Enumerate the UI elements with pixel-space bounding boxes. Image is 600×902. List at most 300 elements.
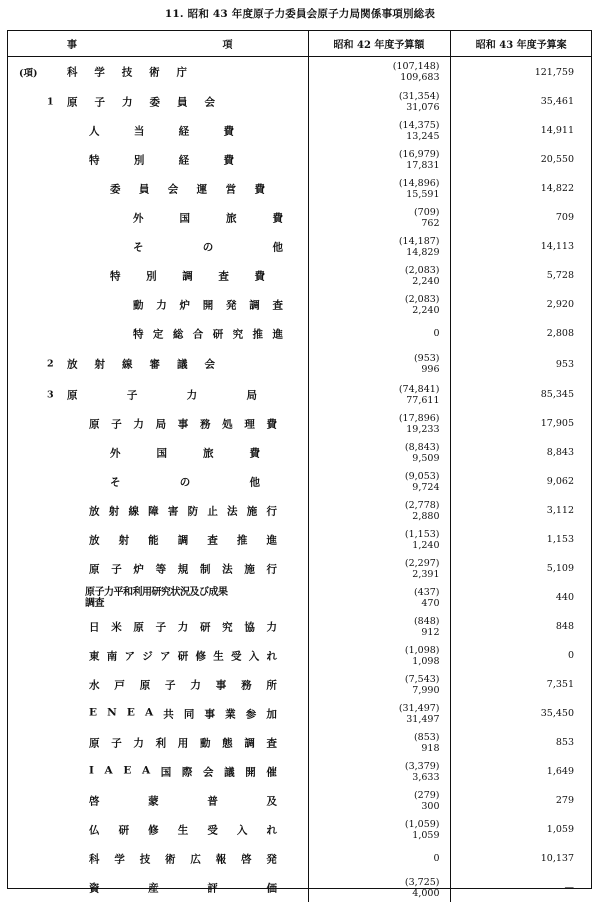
table-row: [7, 290, 592, 319]
label-char: 線: [128, 505, 139, 517]
label-char: 動: [199, 737, 211, 749]
row-curr-amount: 14,911: [450, 116, 592, 145]
label-char: A: [104, 764, 113, 776]
label-char: 原: [67, 389, 78, 401]
row-prev-original: (14,375): [398, 119, 440, 131]
header-prev-year: 昭和 42 年度予算額: [308, 30, 450, 57]
label-char: 国: [156, 447, 167, 459]
row-item: [7, 670, 308, 699]
label-char: そ: [133, 241, 144, 253]
label-char: 国: [160, 766, 172, 778]
row-prev-year: [308, 290, 450, 319]
label-char: 調: [244, 737, 255, 749]
row-index: (項): [19, 68, 38, 79]
table-row: [7, 728, 592, 757]
row-prev-original: (1,098): [404, 644, 440, 656]
table-row: [7, 699, 592, 728]
label-char: 原: [89, 418, 100, 430]
row-prev-year: [308, 496, 450, 525]
label-char: 仏: [89, 824, 100, 836]
row-prev-original: (1,153): [404, 528, 440, 540]
label-char: 原: [139, 679, 151, 691]
row-curr-amount: 17,905: [450, 409, 592, 438]
row-label: [133, 326, 283, 341]
label-char: 制: [199, 563, 211, 575]
page-title: 11. 昭和 43 年度原子力委員会原子力局関係事項別総表: [164, 8, 436, 20]
row-prev-amount: 31,497: [406, 713, 440, 725]
label-char: 議: [224, 766, 235, 778]
label-char: 査: [207, 534, 218, 546]
row-prev-original: (107,148): [392, 61, 440, 72]
label-char: 査: [266, 737, 277, 749]
row-curr-amount: 3,112: [450, 496, 592, 525]
label-char: 事: [215, 679, 227, 691]
row-prev-original: (2,778): [404, 499, 440, 511]
row-prev-amount: 912: [421, 626, 440, 638]
table-row: [7, 612, 592, 641]
header-item: [7, 30, 308, 57]
row-curr-amount: 1,153: [450, 525, 592, 554]
label-char: 委: [149, 96, 160, 108]
row-prev-original: (953): [413, 353, 440, 364]
label-char: 力: [133, 737, 144, 749]
row-prev-year: [308, 641, 450, 670]
row-prev-original: (8,843): [404, 441, 440, 453]
label-char: 務: [199, 418, 211, 430]
label-char: 加: [266, 708, 277, 720]
label-char: 行: [266, 505, 277, 517]
label-char: 究: [222, 621, 233, 633]
label-char: 定: [152, 328, 164, 340]
label-char: 放: [67, 358, 78, 371]
row-item: [7, 290, 308, 319]
row-curr-amount: 14,822: [450, 174, 592, 203]
row-label: [133, 239, 283, 254]
row-label: [89, 532, 277, 547]
row-item: [7, 815, 308, 844]
row-prev-original: (14,187): [398, 235, 440, 247]
row-item: [7, 583, 308, 612]
label-char: 開: [202, 299, 214, 311]
row-prev-amount: 300: [421, 800, 440, 812]
row-label: [133, 210, 283, 225]
label-char: 態: [222, 737, 233, 749]
label-char: 費: [254, 270, 265, 282]
label-char: 害: [167, 505, 179, 517]
row-prev-year: [308, 57, 450, 88]
row-item: [7, 174, 308, 203]
table-row: [7, 757, 592, 786]
row-prev-amount: 77,611: [406, 394, 440, 406]
label-char: 生: [177, 824, 189, 836]
row-prev-amount: 13,245: [406, 130, 440, 142]
row-label: [89, 619, 277, 634]
row-prev-amount: 9,724: [412, 481, 440, 493]
row-prev-year: [308, 116, 450, 145]
label-char: 調: [177, 534, 189, 546]
row-prev-original: (2,083): [404, 293, 440, 305]
label-char: 研: [177, 650, 189, 662]
label-char: 力: [190, 679, 201, 691]
label-char: の: [179, 476, 191, 488]
row-label: [89, 822, 277, 837]
label-char: N: [107, 706, 117, 718]
row-prev-year: [308, 174, 450, 203]
label-char: 法: [222, 563, 233, 575]
table-row: [7, 319, 592, 348]
label-char: E: [89, 706, 98, 718]
row-curr-amount: 1,059: [450, 815, 592, 844]
label-char: 原: [89, 737, 100, 749]
row-label: [89, 561, 277, 576]
row-prev-amount: 2,391: [412, 568, 440, 580]
label-char: 修: [195, 650, 206, 662]
row-prev-original: (2,297): [404, 557, 440, 569]
row-prev-year: [308, 815, 450, 844]
label-char: 修: [148, 824, 159, 836]
label-char: 費: [223, 125, 234, 137]
header-curr-year: 昭和 43 年度予算案: [450, 30, 592, 57]
row-item: [7, 786, 308, 815]
label-char: 子: [94, 96, 105, 108]
row-prev-amount: 109,683: [400, 72, 440, 83]
row-label: [89, 735, 277, 750]
label-char: 施: [244, 563, 255, 575]
row-item: [7, 203, 308, 232]
row-prev-year: [308, 319, 450, 348]
row-label: [67, 94, 215, 109]
label-char: ジ: [142, 650, 153, 662]
row-curr-amount: 121,759: [450, 57, 592, 88]
label-char: 別: [133, 154, 145, 166]
label-char: 普: [207, 795, 218, 807]
label-char: 同: [183, 708, 195, 720]
row-prev-year: [308, 525, 450, 554]
table-row: [7, 348, 592, 380]
label-char: 会: [167, 183, 179, 195]
label-char: 際: [181, 766, 193, 778]
row-item: [7, 496, 308, 525]
row-label: [133, 297, 283, 312]
table-row: [7, 380, 592, 409]
label-char: 推: [236, 534, 248, 546]
label-char: 戸: [114, 679, 125, 691]
label-char: 水: [89, 679, 100, 691]
label-char: 米: [111, 621, 122, 633]
row-prev-original: (7,543): [404, 673, 440, 685]
row-label: 原子力平和利用研究状況及び成果調査: [85, 586, 228, 609]
table-row: [7, 174, 592, 203]
label-char: 推: [252, 328, 264, 340]
label-char: 査: [218, 270, 229, 282]
row-item: [7, 844, 308, 873]
row-label: [89, 793, 277, 808]
row-prev-amount: 996: [421, 364, 440, 375]
row-prev-original: (437): [413, 586, 440, 598]
label-char: 法: [227, 505, 238, 517]
label-char: 広: [190, 853, 201, 865]
label-char: 催: [266, 766, 277, 778]
row-prev-original: (74,841): [398, 383, 440, 395]
label-char: 会: [204, 96, 215, 108]
header-item-right: 項: [222, 39, 233, 51]
row-curr-amount: 85,345: [450, 380, 592, 409]
label-char: 進: [272, 328, 283, 340]
label-char: 員: [177, 96, 188, 108]
label-char: 費: [223, 154, 234, 166]
label-char: 価: [266, 882, 277, 894]
row-item: [7, 348, 308, 380]
label-char: 用: [177, 737, 189, 749]
row-item: [7, 728, 308, 757]
row-prev-amount: 918: [421, 742, 440, 754]
table-row: [7, 525, 592, 554]
row-prev-year: [308, 699, 450, 728]
label-char: 他: [272, 241, 283, 253]
row-item: [7, 467, 308, 496]
table-row: [7, 815, 592, 844]
row-prev-amount: 31,076: [406, 101, 440, 113]
label-char: 理: [244, 418, 255, 430]
label-char: 生: [213, 650, 224, 662]
label-char: 及: [266, 795, 277, 807]
label-char: 子: [111, 737, 122, 749]
label-char: 究: [232, 328, 244, 340]
label-char: 力: [122, 96, 133, 108]
label-char: 旅: [203, 447, 214, 459]
label-char: 日: [89, 621, 100, 633]
row-prev-year: [308, 873, 450, 902]
row-label: [110, 268, 265, 283]
label-char: 炉: [133, 563, 144, 575]
label-char: 動: [133, 299, 144, 311]
label-char: の: [202, 241, 214, 253]
row-label: [89, 851, 277, 866]
label-char: 処: [222, 418, 233, 430]
row-prev-year: [308, 670, 450, 699]
label-char: 止: [207, 505, 218, 517]
row-prev-original: (2,083): [404, 264, 440, 276]
label-char: 査: [272, 299, 283, 311]
label-char: 力: [156, 299, 167, 311]
row-item: [7, 116, 308, 145]
row-curr-amount: 1,649: [450, 757, 592, 786]
label-char: 射: [94, 358, 105, 371]
row-curr-amount: 853: [450, 728, 592, 757]
table-row: [7, 57, 592, 88]
label-char: 南: [106, 650, 118, 662]
table-row: [7, 496, 592, 525]
label-char: ア: [160, 650, 171, 662]
table-row: [7, 554, 592, 583]
label-char: 子: [165, 679, 176, 691]
label-char: 外: [110, 447, 121, 459]
label-char: 審: [149, 358, 160, 371]
label-char: 局: [155, 418, 167, 430]
row-prev-amount: 0: [433, 328, 440, 339]
row-curr-amount: 20,550: [450, 145, 592, 174]
label-char: 所: [266, 679, 277, 691]
label-char: 協: [244, 621, 255, 633]
row-index: 1: [47, 96, 54, 107]
label-char: 務: [241, 679, 252, 691]
label-char: 子: [126, 389, 138, 401]
row-curr-amount: 848: [450, 612, 592, 641]
row-prev-original: (3,379): [404, 760, 440, 772]
label-char: 子: [111, 418, 122, 430]
row-item: [7, 438, 308, 467]
row-curr-amount: 7,351: [450, 670, 592, 699]
row-index: 2: [47, 358, 54, 370]
row-item: [7, 87, 308, 116]
label-char: 庁: [176, 66, 187, 79]
row-prev-amount: 17,831: [406, 159, 440, 171]
row-prev-original: (31,354): [398, 90, 440, 102]
row-prev-year: [308, 554, 450, 583]
label-char: 費: [254, 183, 265, 195]
row-item: [7, 612, 308, 641]
label-char: 啓: [89, 795, 100, 807]
label-char: れ: [266, 650, 277, 662]
label-char: 共: [163, 708, 174, 720]
row-curr-amount: 8,843: [450, 438, 592, 467]
table-row: [7, 786, 592, 815]
label-char: 力: [266, 621, 277, 633]
label-char: 原: [67, 96, 78, 108]
row-item: [7, 525, 308, 554]
label-char: 受: [231, 650, 242, 662]
label-char: E: [126, 706, 135, 718]
row-curr-amount: 35,461: [450, 87, 592, 116]
label-char: 他: [249, 476, 260, 488]
table-row: [7, 873, 592, 902]
table-row: [7, 467, 592, 496]
row-prev-year: [308, 612, 450, 641]
label-char: 施: [246, 505, 258, 517]
label-char: 特: [89, 154, 100, 166]
label-char: 局: [246, 389, 257, 401]
row-prev-amount: 2,240: [412, 275, 440, 287]
row-label: [67, 65, 187, 80]
label-char: 放: [89, 534, 100, 546]
label-char: 術: [149, 66, 160, 79]
label-char: 放: [89, 505, 100, 517]
row-prev-year: [308, 438, 450, 467]
row-curr-amount: 279: [450, 786, 592, 815]
row-prev-amount: 0: [433, 853, 440, 864]
row-label: [89, 123, 234, 138]
label-char: 子: [111, 563, 122, 575]
label-char: 費: [266, 418, 277, 430]
table-row: [7, 438, 592, 467]
row-label: [89, 880, 277, 895]
row-prev-original: (16,979): [398, 148, 440, 160]
label-char: 人: [89, 125, 100, 137]
row-prev-year: [308, 348, 450, 380]
table-row: [7, 409, 592, 438]
table-row: [7, 232, 592, 261]
row-label: [110, 181, 265, 196]
label-char: 蒙: [148, 795, 159, 807]
label-char: 進: [266, 534, 277, 546]
label-char: 費: [272, 212, 283, 224]
label-char: 参: [245, 708, 257, 720]
row-label: [67, 357, 215, 372]
label-char: 総: [172, 328, 184, 340]
table-row: [7, 261, 592, 290]
label-char: 運: [196, 183, 208, 195]
table-row: [7, 203, 592, 232]
label-char: 技: [139, 853, 151, 865]
row-prev-year: [308, 380, 450, 409]
row-prev-year: [308, 145, 450, 174]
label-char: 等: [155, 563, 167, 575]
row-prev-year: [308, 583, 450, 612]
row-label: [89, 648, 277, 663]
label-char: 当: [133, 125, 145, 137]
label-char: 利: [155, 737, 167, 749]
header-item-left: 事: [67, 39, 77, 51]
label-char: 行: [266, 563, 277, 575]
row-prev-amount: 1,098: [412, 655, 440, 667]
label-char: 線: [122, 358, 133, 371]
label-char: 業: [225, 708, 236, 720]
label-char: 開: [245, 766, 256, 778]
row-prev-year: [308, 203, 450, 232]
row-prev-original: (31,497): [398, 702, 440, 714]
label-char: 入: [248, 650, 260, 662]
row-prev-year: [308, 261, 450, 290]
row-prev-amount: 2,880: [412, 510, 440, 522]
row-curr-amount: 0: [450, 641, 592, 670]
label-char: 事: [204, 708, 216, 720]
label-char: 防: [187, 505, 199, 517]
row-label: [89, 677, 277, 692]
row-prev-year: [308, 757, 450, 786]
row-prev-amount: 1,240: [412, 539, 440, 551]
label-char: 資: [89, 882, 100, 894]
row-curr-amount: 35,450: [450, 699, 592, 728]
row-prev-original: (1,059): [404, 818, 440, 830]
label-char: 経: [178, 125, 190, 137]
label-char: 障: [148, 505, 159, 517]
label-char: 科: [89, 853, 100, 865]
row-prev-original: (17,896): [398, 412, 440, 424]
row-prev-year: [308, 728, 450, 757]
table-row: [7, 87, 592, 116]
label-char: 能: [148, 534, 159, 546]
label-char: 術: [165, 853, 176, 865]
row-prev-original: (853): [413, 731, 440, 743]
row-prev-original: (279): [413, 789, 440, 801]
label-char: 事: [177, 418, 189, 430]
row-prev-original: (9,053): [404, 470, 440, 482]
label-char: れ: [266, 824, 277, 836]
row-curr-amount: 5,728: [450, 261, 592, 290]
label-char: 学: [114, 853, 125, 865]
label-char: 報: [215, 853, 227, 865]
label-char: ア: [124, 650, 135, 662]
row-label: [89, 706, 277, 721]
row-label: [110, 474, 260, 489]
label-char: 啓: [241, 853, 252, 865]
row-prev-amount: 14,829: [406, 246, 440, 258]
row-prev-amount: 762: [421, 217, 440, 229]
label-char: I: [89, 764, 94, 776]
row-prev-year: [308, 467, 450, 496]
label-char: 議: [177, 358, 188, 371]
label-char: A: [141, 764, 151, 776]
